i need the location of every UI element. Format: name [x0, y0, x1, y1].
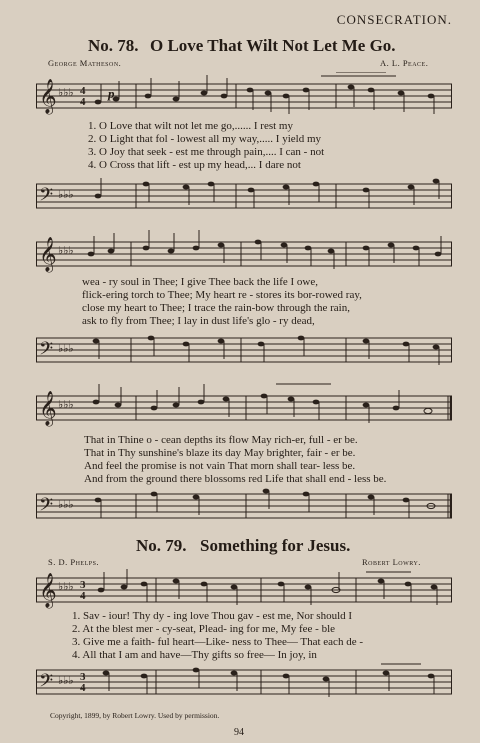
bass-staff — [36, 482, 452, 528]
verse-line: close my heart to Thee; I trace the rain-bow through the rain, — [82, 302, 350, 314]
svg-text:𝄢: 𝄢 — [39, 184, 54, 209]
hymn-78-verses-block-2 — [82, 276, 362, 328]
music-system — [36, 228, 452, 278]
verse-line: 1. O Love that wilt not let me go,...... I rest my — [88, 120, 293, 132]
svg-text:4: 4 — [80, 682, 86, 694]
music-system — [36, 72, 452, 124]
bass-staff-system — [36, 170, 452, 220]
bass-staff — [36, 170, 452, 220]
hymn-78-verses-block-3 — [84, 434, 386, 486]
verse-line: 2. At the blest mer - cy-seat, Plead- ing for me, My fee - ble — [72, 623, 336, 635]
verse-line: And from the ground there blossoms red Life that shall end - less be. — [84, 473, 387, 485]
verse-line: 4. All that I am and have—Thy gifts so free— In joy, in — [72, 649, 317, 661]
hymn-79-composer: Robert Lowry. — [362, 557, 421, 567]
svg-text:♭♭♭: ♭♭♭ — [58, 189, 74, 201]
svg-text:♭♭♭: ♭♭♭ — [58, 499, 74, 511]
svg-text:𝄢: 𝄢 — [39, 494, 54, 519]
verse-line: 2. O Light that fol - lowest all my way,..... I yield my — [88, 133, 321, 145]
verse-line: 4. O Cross that lift - est up my head,... I dare not — [88, 159, 301, 171]
verse-line: 1. Sav - iour! Thy dy - ing love Thou gav - est me, Nor should I — [72, 610, 353, 622]
svg-text:3: 3 — [80, 579, 86, 591]
hymn-79-title: Something for Jesus. — [200, 536, 351, 555]
svg-text:♭♭♭: ♭♭♭ — [58, 87, 74, 99]
svg-text:𝄞: 𝄞 — [39, 392, 57, 425]
bass-staff — [36, 660, 452, 704]
hymn-78-title: O Love That Wilt Not Let Me Go. — [150, 36, 396, 55]
hymn-79-number: No. 79. — [136, 536, 187, 555]
verse-line: flick-ering torch to Thee; My heart re - stores its bor-rowed ray, — [82, 289, 362, 301]
bass-staff — [36, 324, 452, 372]
treble-staff — [36, 228, 452, 278]
hymn-78-lyricist: George Matheson. — [48, 58, 122, 68]
treble-staff — [36, 382, 452, 432]
music-system — [36, 382, 452, 432]
verse-line: wea - ry soul in Thee; I give Thee back the life I owe, — [82, 276, 319, 288]
section-heading: CONSECRATION. — [336, 12, 452, 27]
verse-line: That in Thine o - cean depths its flow May rich-er, full - er be. — [84, 434, 358, 446]
treble-staff — [36, 72, 452, 124]
svg-text:𝄞: 𝄞 — [39, 238, 57, 271]
verse-line: 3. Give me a faith- ful heart—Like- ness to Thee— That each de - — [72, 636, 363, 648]
verse-line: 3. O Joy that seek - est me through pain,.... I can - not — [88, 146, 325, 158]
copyright-notice: Copyright, 1899, by Robert Lowry. Used by permission. — [50, 711, 220, 720]
verse-line: That in Thy sunshine's blaze its day May brighter, fair - er be. — [84, 447, 356, 459]
hymn-79-verses — [72, 610, 363, 662]
svg-text:3: 3 — [80, 671, 86, 683]
svg-text:♭♭♭: ♭♭♭ — [58, 245, 74, 257]
svg-text:𝄢: 𝄢 — [39, 338, 54, 363]
svg-text:4: 4 — [80, 96, 86, 108]
hymn-78-verses-block-1 — [88, 120, 324, 172]
bass-staff-system — [36, 482, 452, 528]
hymn-78-number: No. 78. — [88, 36, 139, 55]
verse-line: ask to fly from Thee; I lay in dust life's glo - ry dead, — [82, 315, 315, 327]
hymn-78-composer: A. L. Peace. — [380, 58, 429, 68]
svg-text:♭♭♭: ♭♭♭ — [58, 399, 74, 411]
svg-text:4: 4 — [80, 590, 86, 602]
treble-staff — [36, 568, 452, 610]
hymn-79-lyricist: S. D. Phelps. — [48, 557, 100, 567]
verse-line: And feel the promise is not vain That morn shall tear- less be. — [84, 460, 356, 472]
svg-text:♭♭♭: ♭♭♭ — [58, 675, 74, 687]
svg-text:𝄞: 𝄞 — [39, 574, 57, 607]
bass-staff-system — [36, 324, 452, 372]
music-system — [36, 568, 452, 610]
svg-text:4: 4 — [80, 85, 86, 97]
svg-text:𝄢: 𝄢 — [39, 670, 54, 695]
svg-text:𝄞: 𝄞 — [39, 80, 57, 113]
dynamic-marking: p — [108, 86, 115, 101]
page-number: 94 — [234, 727, 244, 738]
svg-text:♭♭♭: ♭♭♭ — [58, 343, 74, 355]
svg-text:♭♭♭: ♭♭♭ — [58, 581, 74, 593]
bass-staff-system — [36, 660, 452, 704]
